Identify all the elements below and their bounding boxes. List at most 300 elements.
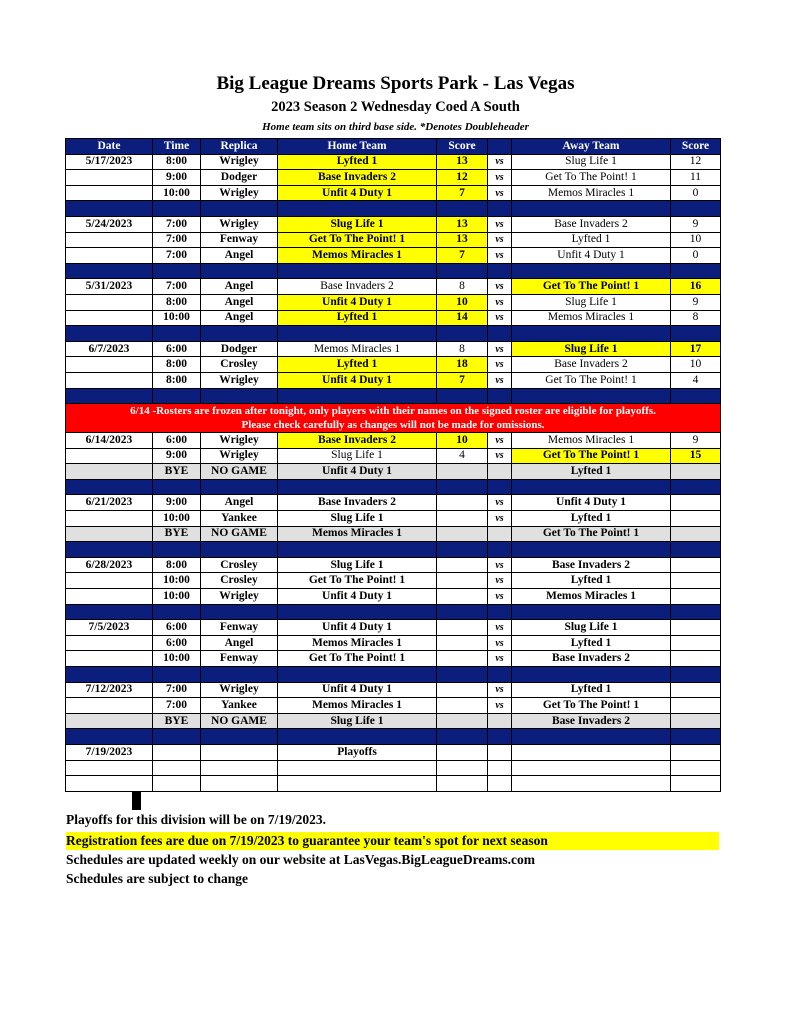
- game-row: [66, 511, 721, 527]
- date-cell: 6/21/2023: [66, 495, 153, 511]
- game-row: [66, 294, 721, 310]
- away-team-cell: Get To The Point! 1: [512, 170, 671, 186]
- separator-cell: [201, 201, 278, 217]
- home-team-cell: Base Invaders 2: [278, 495, 437, 511]
- game-row: [66, 589, 721, 605]
- vs-cell: vs: [488, 448, 512, 464]
- col-date: Date: [66, 139, 153, 155]
- home-score-cell: 13: [437, 232, 488, 248]
- away-score-cell: 9: [671, 433, 721, 449]
- separator-cell: [278, 263, 437, 279]
- time-cell: 10:00: [153, 511, 201, 527]
- separator-cell: [488, 667, 512, 683]
- home-team-cell: Unfit 4 Duty 1: [278, 464, 437, 480]
- game-row: [66, 698, 721, 714]
- home-team-cell: Playoffs: [278, 744, 437, 760]
- replica-cell: Fenway: [201, 620, 278, 636]
- away-team-cell: Memos Miracles 1: [512, 310, 671, 326]
- home-score-cell: 8: [437, 279, 488, 295]
- separator-cell: [66, 729, 153, 745]
- date-cell: [66, 573, 153, 589]
- home-team-cell: Lyfted 1: [278, 357, 437, 373]
- game-row: [66, 557, 721, 573]
- vs-cell: vs: [488, 294, 512, 310]
- time-cell: 8:00: [153, 557, 201, 573]
- home-team-cell: Memos Miracles 1: [278, 698, 437, 714]
- separator-cell: [153, 604, 201, 620]
- away-score-cell: [671, 698, 721, 714]
- away-score-cell: [671, 744, 721, 760]
- vs-cell: vs: [488, 372, 512, 388]
- page-title: Big League Dreams Sports Park - Las Vegas: [216, 73, 575, 94]
- game-row: [66, 216, 721, 232]
- replica-cell: Wrigley: [201, 682, 278, 698]
- footer-disclaimer: Schedules are subject to change: [66, 871, 248, 886]
- away-score-cell: 9: [671, 216, 721, 232]
- time-cell: 6:00: [153, 341, 201, 357]
- roster-notice-text: [66, 404, 721, 433]
- away-team-cell: Lyfted 1: [512, 232, 671, 248]
- date-cell: [66, 651, 153, 667]
- away-score-cell: [671, 573, 721, 589]
- replica-cell: Angel: [201, 310, 278, 326]
- separator-cell: [512, 326, 671, 342]
- separator-cell: [201, 667, 278, 683]
- away-team-cell: Base Invaders 2: [512, 651, 671, 667]
- away-score-cell: [671, 511, 721, 527]
- away-score-cell: [671, 776, 721, 792]
- separator-cell: [278, 388, 437, 404]
- away-team-cell: Unfit 4 Duty 1: [512, 248, 671, 264]
- time-cell: 6:00: [153, 620, 201, 636]
- home-team-cell: Get To The Point! 1: [278, 232, 437, 248]
- replica-cell: Fenway: [201, 651, 278, 667]
- vs-cell: [488, 760, 512, 776]
- replica-cell: Wrigley: [201, 433, 278, 449]
- separator-cell: [488, 542, 512, 558]
- away-score-cell: [671, 682, 721, 698]
- replica-cell: NO GAME: [201, 464, 278, 480]
- away-team-cell: Base Invaders 2: [512, 713, 671, 729]
- footer-registration: Registration fees are due on 7/19/2023 to guarantee your team's spot for next season: [66, 832, 719, 850]
- separator-cell: [139, 792, 140, 809]
- notice-line: 6/14 -Rosters are frozen after tonight, only players with their names on the signed roster are eligible for playoffs.: [130, 405, 656, 418]
- separator-cell: [153, 326, 201, 342]
- away-team-cell: Get To The Point! 1: [512, 448, 671, 464]
- date-cell: [66, 248, 153, 264]
- separator-cell: [671, 201, 721, 217]
- replica-cell: Angel: [201, 279, 278, 295]
- away-score-cell: [671, 620, 721, 636]
- separator-cell: [488, 604, 512, 620]
- time-cell: 7:00: [153, 698, 201, 714]
- date-cell: [66, 372, 153, 388]
- separator-cell: [488, 263, 512, 279]
- home-score-cell: [437, 495, 488, 511]
- home-score-cell: [437, 557, 488, 573]
- replica-cell: Crosley: [201, 357, 278, 373]
- date-cell: 5/31/2023: [66, 279, 153, 295]
- separator-cell: [671, 604, 721, 620]
- game-row: [66, 495, 721, 511]
- replica-cell: NO GAME: [201, 713, 278, 729]
- home-team-cell: [278, 776, 437, 792]
- separator-cell: [512, 479, 671, 495]
- home-team-cell: Get To The Point! 1: [278, 573, 437, 589]
- replica-cell: Angel: [201, 294, 278, 310]
- time-cell: BYE: [153, 526, 201, 542]
- vs-cell: vs: [488, 651, 512, 667]
- replica-cell: Wrigley: [201, 448, 278, 464]
- away-team-cell: Base Invaders 2: [512, 557, 671, 573]
- date-cell: 7/12/2023: [66, 682, 153, 698]
- game-row: [66, 341, 721, 357]
- home-score-cell: [437, 698, 488, 714]
- separator-cell: [201, 729, 278, 745]
- game-row: [66, 232, 721, 248]
- away-score-cell: [671, 651, 721, 667]
- separator-cell: [671, 263, 721, 279]
- away-team-cell: Lyfted 1: [512, 573, 671, 589]
- time-cell: 8:00: [153, 357, 201, 373]
- game-row: [66, 760, 721, 776]
- away-team-cell: Get To The Point! 1: [512, 698, 671, 714]
- home-team-cell: Base Invaders 2: [278, 279, 437, 295]
- date-cell: [66, 232, 153, 248]
- vs-cell: vs: [488, 620, 512, 636]
- game-row: [66, 464, 721, 480]
- vs-cell: vs: [488, 573, 512, 589]
- time-cell: 9:00: [153, 170, 201, 186]
- vs-cell: vs: [488, 495, 512, 511]
- home-team-cell: Lyfted 1: [278, 310, 437, 326]
- game-row: [66, 185, 721, 201]
- separator-cell: [278, 729, 437, 745]
- separator-cell: [437, 479, 488, 495]
- home-team-cell: [278, 760, 437, 776]
- separator-cell: [278, 604, 437, 620]
- separator-cell: [153, 667, 201, 683]
- home-team-cell: Unfit 4 Duty 1: [278, 589, 437, 605]
- separator-cell: [153, 542, 201, 558]
- separator-cell: [488, 479, 512, 495]
- replica-cell: Angel: [201, 635, 278, 651]
- home-score-cell: [437, 526, 488, 542]
- vs-cell: vs: [488, 310, 512, 326]
- schedule-table: [65, 138, 721, 792]
- home-score-cell: 4: [437, 448, 488, 464]
- home-team-cell: Base Invaders 2: [278, 170, 437, 186]
- date-cell: 6/14/2023: [66, 433, 153, 449]
- date-cell: [66, 170, 153, 186]
- separator-cell: [66, 201, 153, 217]
- date-cell: [66, 448, 153, 464]
- vs-cell: vs: [488, 682, 512, 698]
- time-cell: 7:00: [153, 279, 201, 295]
- time-cell: BYE: [153, 713, 201, 729]
- game-row: [66, 651, 721, 667]
- vs-cell: vs: [488, 248, 512, 264]
- separator-cell: [488, 326, 512, 342]
- away-score-cell: 11: [671, 170, 721, 186]
- away-team-cell: Get To The Point! 1: [512, 372, 671, 388]
- home-team-cell: Unfit 4 Duty 1: [278, 372, 437, 388]
- time-cell: 7:00: [153, 232, 201, 248]
- date-cell: [66, 357, 153, 373]
- replica-cell: [201, 760, 278, 776]
- separator-cell: [512, 729, 671, 745]
- home-score-cell: 14: [437, 310, 488, 326]
- separator-cell: [671, 667, 721, 683]
- week-separator: [66, 604, 721, 620]
- home-team-cell: Unfit 4 Duty 1: [278, 682, 437, 698]
- home-score-cell: [437, 776, 488, 792]
- date-cell: [66, 760, 153, 776]
- table-footer-band: [132, 792, 141, 810]
- home-score-cell: [437, 511, 488, 527]
- date-cell: [66, 526, 153, 542]
- separator-cell: [512, 263, 671, 279]
- away-score-cell: 12: [671, 154, 721, 170]
- replica-cell: Angel: [201, 248, 278, 264]
- game-row: [66, 310, 721, 326]
- vs-cell: vs: [488, 357, 512, 373]
- away-score-cell: [671, 464, 721, 480]
- time-cell: 10:00: [153, 310, 201, 326]
- game-row: [66, 357, 721, 373]
- separator-cell: [201, 263, 278, 279]
- home-team-cell: Slug Life 1: [278, 511, 437, 527]
- time-cell: BYE: [153, 464, 201, 480]
- away-team-cell: Memos Miracles 1: [512, 589, 671, 605]
- home-score-cell: 7: [437, 248, 488, 264]
- replica-cell: Yankee: [201, 698, 278, 714]
- vs-cell: vs: [488, 433, 512, 449]
- footer-website: Schedules are updated weekly on our website at LasVegas.BigLeagueDreams.com: [66, 852, 536, 867]
- vs-cell: [488, 464, 512, 480]
- time-cell: 7:00: [153, 682, 201, 698]
- time-cell: 8:00: [153, 372, 201, 388]
- separator-cell: [437, 326, 488, 342]
- away-team-cell: Slug Life 1: [512, 294, 671, 310]
- replica-cell: Yankee: [201, 511, 278, 527]
- col-away-score: Score: [671, 139, 721, 155]
- separator-cell: [671, 326, 721, 342]
- home-team-cell: Memos Miracles 1: [278, 248, 437, 264]
- replica-cell: Dodger: [201, 341, 278, 357]
- date-cell: [66, 589, 153, 605]
- home-score-cell: 12: [437, 170, 488, 186]
- date-cell: [66, 713, 153, 729]
- replica-cell: [201, 744, 278, 760]
- home-score-cell: [437, 760, 488, 776]
- home-team-cell: Slug Life 1: [278, 216, 437, 232]
- separator-cell: [512, 604, 671, 620]
- vs-cell: vs: [488, 170, 512, 186]
- week-separator: [66, 729, 721, 745]
- notice-line: Please check carefully as changes will not be made for omissions.: [241, 419, 545, 432]
- away-team-cell: Get To The Point! 1: [512, 279, 671, 295]
- separator-cell: [278, 201, 437, 217]
- away-team-cell: Lyfted 1: [512, 682, 671, 698]
- home-team-cell: Memos Miracles 1: [278, 526, 437, 542]
- away-team-cell: Slug Life 1: [512, 341, 671, 357]
- game-row: [66, 635, 721, 651]
- time-cell: 8:00: [153, 294, 201, 310]
- away-score-cell: 4: [671, 372, 721, 388]
- home-score-cell: 7: [437, 372, 488, 388]
- game-row: [66, 448, 721, 464]
- time-cell: 7:00: [153, 216, 201, 232]
- page-note: Home team sits on third base side. *Denotes Doubleheader: [262, 121, 529, 133]
- game-row: [66, 279, 721, 295]
- separator-cell: [66, 667, 153, 683]
- replica-cell: Angel: [201, 495, 278, 511]
- home-score-cell: 13: [437, 216, 488, 232]
- time-cell: 10:00: [153, 589, 201, 605]
- home-score-cell: [437, 620, 488, 636]
- date-cell: 7/19/2023: [66, 744, 153, 760]
- separator-cell: [66, 263, 153, 279]
- col-replica: Replica: [201, 139, 278, 155]
- separator-cell: [278, 479, 437, 495]
- date-cell: [66, 185, 153, 201]
- time-cell: [153, 776, 201, 792]
- game-row: [66, 620, 721, 636]
- separator-cell: [437, 201, 488, 217]
- away-score-cell: 15: [671, 448, 721, 464]
- away-team-cell: [512, 776, 671, 792]
- separator-cell: [437, 604, 488, 620]
- home-team-cell: Memos Miracles 1: [278, 341, 437, 357]
- vs-cell: vs: [488, 698, 512, 714]
- home-score-cell: 10: [437, 433, 488, 449]
- week-separator: [66, 263, 721, 279]
- vs-cell: vs: [488, 589, 512, 605]
- page-subtitle: 2023 Season 2 Wednesday Coed A South: [271, 99, 520, 115]
- week-separator: [66, 388, 721, 404]
- replica-cell: Dodger: [201, 170, 278, 186]
- home-team-cell: Slug Life 1: [278, 448, 437, 464]
- separator-cell: [488, 388, 512, 404]
- separator-cell: [512, 201, 671, 217]
- replica-cell: [201, 776, 278, 792]
- away-score-cell: [671, 635, 721, 651]
- home-team-cell: Slug Life 1: [278, 713, 437, 729]
- date-cell: [66, 698, 153, 714]
- home-score-cell: 18: [437, 357, 488, 373]
- time-cell: 9:00: [153, 448, 201, 464]
- game-row: [66, 433, 721, 449]
- away-score-cell: 16: [671, 279, 721, 295]
- home-score-cell: [437, 744, 488, 760]
- away-score-cell: [671, 495, 721, 511]
- home-team-cell: Unfit 4 Duty 1: [278, 620, 437, 636]
- footer-playoffs: Playoffs for this division will be on 7/19/2023.: [66, 812, 327, 827]
- away-score-cell: 10: [671, 357, 721, 373]
- vs-cell: [488, 713, 512, 729]
- game-row: [66, 154, 721, 170]
- vs-cell: vs: [488, 511, 512, 527]
- header-row: [66, 139, 721, 155]
- vs-cell: vs: [488, 557, 512, 573]
- separator-cell: [153, 479, 201, 495]
- away-team-cell: Lyfted 1: [512, 511, 671, 527]
- separator-cell: [201, 479, 278, 495]
- time-cell: 9:00: [153, 495, 201, 511]
- col-away-team: Away Team: [512, 139, 671, 155]
- date-cell: [66, 464, 153, 480]
- separator-cell: [437, 388, 488, 404]
- time-cell: [153, 744, 201, 760]
- away-score-cell: 8: [671, 310, 721, 326]
- away-score-cell: 10: [671, 232, 721, 248]
- date-cell: [66, 310, 153, 326]
- vs-cell: [488, 526, 512, 542]
- away-team-cell: Slug Life 1: [512, 154, 671, 170]
- home-team-cell: Memos Miracles 1: [278, 635, 437, 651]
- home-score-cell: [437, 682, 488, 698]
- date-cell: 5/17/2023: [66, 154, 153, 170]
- date-cell: [66, 776, 153, 792]
- separator-cell: [278, 667, 437, 683]
- separator-cell: [512, 667, 671, 683]
- vs-cell: vs: [488, 185, 512, 201]
- schedule-body: [66, 154, 721, 792]
- home-team-cell: Unfit 4 Duty 1: [278, 294, 437, 310]
- separator-cell: [488, 201, 512, 217]
- date-cell: [66, 294, 153, 310]
- replica-cell: NO GAME: [201, 526, 278, 542]
- separator-cell: [671, 542, 721, 558]
- away-team-cell: Memos Miracles 1: [512, 185, 671, 201]
- away-team-cell: Memos Miracles 1: [512, 433, 671, 449]
- time-cell: 6:00: [153, 433, 201, 449]
- away-team-cell: [512, 744, 671, 760]
- away-score-cell: [671, 526, 721, 542]
- replica-cell: Wrigley: [201, 216, 278, 232]
- col-home-team: Home Team: [278, 139, 437, 155]
- home-score-cell: 13: [437, 154, 488, 170]
- separator-cell: [201, 326, 278, 342]
- replica-cell: Wrigley: [201, 372, 278, 388]
- home-score-cell: [437, 635, 488, 651]
- separator-cell: [512, 542, 671, 558]
- col-home-score: Score: [437, 139, 488, 155]
- date-cell: [66, 511, 153, 527]
- separator-cell: [153, 263, 201, 279]
- vs-cell: vs: [488, 635, 512, 651]
- game-row: [66, 170, 721, 186]
- date-cell: 6/28/2023: [66, 557, 153, 573]
- away-team-cell: Get To The Point! 1: [512, 526, 671, 542]
- game-row: [66, 526, 721, 542]
- replica-cell: Wrigley: [201, 185, 278, 201]
- separator-cell: [437, 729, 488, 745]
- week-separator: [66, 667, 721, 683]
- away-score-cell: 17: [671, 341, 721, 357]
- home-score-cell: [437, 651, 488, 667]
- week-separator: [66, 542, 721, 558]
- time-cell: 8:00: [153, 154, 201, 170]
- time-cell: 10:00: [153, 651, 201, 667]
- away-score-cell: [671, 589, 721, 605]
- vs-cell: [488, 776, 512, 792]
- separator-cell: [66, 326, 153, 342]
- col-vs: [488, 139, 512, 155]
- date-cell: 5/24/2023: [66, 216, 153, 232]
- replica-cell: Crosley: [201, 573, 278, 589]
